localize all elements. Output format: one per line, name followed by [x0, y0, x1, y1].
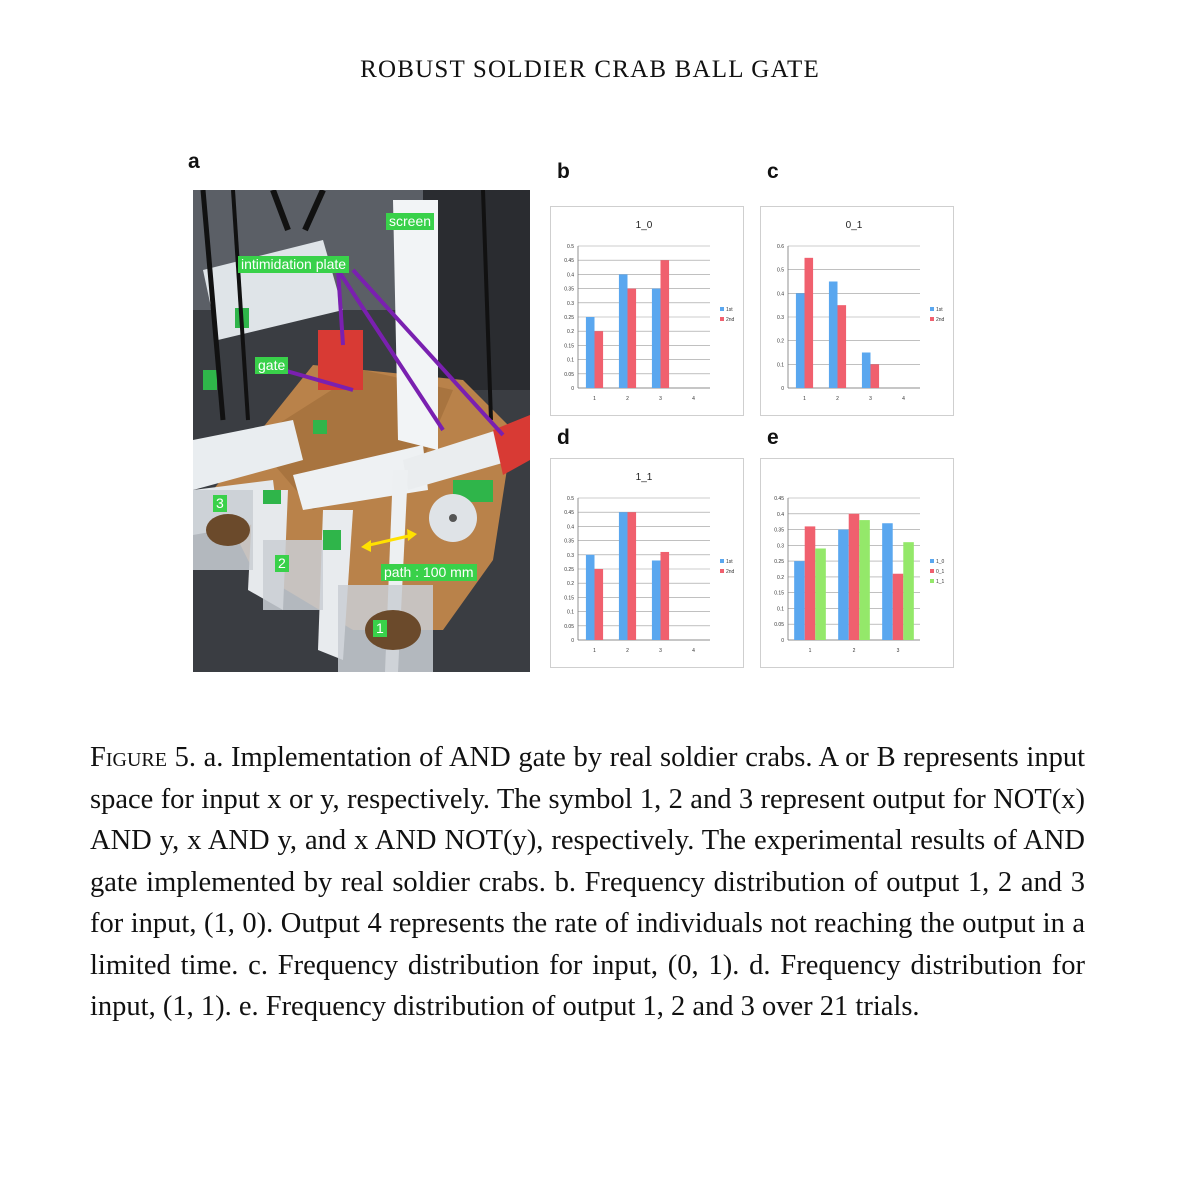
legend-label: 1_1 [936, 579, 945, 585]
y-tick-label: 0.05 [564, 371, 574, 378]
bar-1st-1 [586, 555, 595, 640]
y-tick-label: 0.4 [777, 291, 784, 298]
y-tick-label: 0.5 [777, 267, 784, 274]
y-tick-label: 0.45 [564, 510, 574, 517]
y-tick-label: 0.3 [567, 300, 574, 307]
figure-caption [90, 737, 1085, 1028]
x-tick-label: 3 [896, 648, 900, 654]
panel-label-b: b [557, 160, 570, 183]
x-tick-label: 4 [902, 396, 905, 402]
legend-swatch [720, 569, 724, 573]
y-tick-label: 0.5 [567, 496, 574, 502]
y-tick-label: 0.15 [774, 590, 784, 597]
chart-title: 1_1 [635, 472, 653, 483]
legend-label: 2nd [726, 569, 735, 575]
bar-1st-3 [652, 560, 661, 640]
bar-2nd-1 [595, 331, 604, 388]
figure-label: Figure 5. [90, 742, 196, 773]
y-tick-label: 0.45 [564, 258, 574, 265]
bar-2nd-3 [661, 552, 670, 640]
x-tick-label: 4 [692, 648, 695, 654]
bar-1st-3 [862, 353, 871, 389]
legend-label: 0_1 [936, 569, 945, 575]
y-tick-label: 0.3 [777, 543, 784, 550]
legend-swatch [720, 307, 724, 311]
y-tick-label: 0.35 [564, 538, 574, 545]
legend-label: 2nd [726, 317, 735, 323]
x-tick-label: 2 [626, 648, 629, 654]
legend-swatch [930, 317, 934, 321]
chart-d [550, 458, 744, 668]
y-tick-label: 0.05 [564, 623, 574, 630]
y-tick-label: 0.4 [777, 511, 784, 518]
legend-label: 1_0 [936, 559, 945, 565]
experiment-photo [193, 190, 530, 672]
chart-frame [551, 207, 744, 416]
bar-1_0-3 [882, 523, 893, 640]
y-tick-label: 0 [571, 638, 574, 644]
y-tick-label: 0.15 [564, 595, 574, 602]
running-head: ROBUST SOLDIER CRAB BALL GATE [360, 56, 820, 83]
bar-0_1-2 [849, 514, 860, 640]
legend-swatch [930, 579, 934, 583]
label-path-length: path : 100 mm [381, 564, 477, 581]
chart-b [550, 206, 744, 416]
label-screen: screen [386, 213, 434, 230]
bar-2nd-2 [628, 512, 637, 640]
x-tick-label: 1 [593, 648, 596, 654]
y-tick-label: 0.1 [777, 362, 784, 369]
y-tick-label: 0.35 [774, 527, 784, 534]
panel-label-e: e [767, 426, 779, 449]
y-tick-label: 0 [781, 386, 784, 392]
legend-swatch [930, 307, 934, 311]
y-tick-label: 0.35 [564, 286, 574, 293]
y-tick-label: 0.2 [777, 338, 784, 345]
y-tick-label: 0.4 [567, 272, 574, 279]
label-gate: gate [255, 357, 288, 374]
legend-label: 1st [936, 307, 943, 313]
bar-1st-3 [652, 289, 661, 388]
x-tick-label: 1 [803, 396, 806, 402]
chart-title: 1_0 [635, 220, 653, 231]
y-tick-label: 0.2 [567, 581, 574, 588]
label-output-3: 3 [213, 495, 227, 512]
legend-label: 1st [726, 307, 733, 313]
bar-1_1-1 [815, 548, 826, 640]
x-tick-label: 1 [593, 396, 596, 402]
y-tick-label: 0.1 [777, 606, 784, 613]
y-tick-label: 0.2 [567, 329, 574, 336]
legend-swatch [930, 559, 934, 563]
y-tick-label: 0.45 [774, 496, 784, 502]
bar-1st-2 [829, 282, 838, 389]
label-output-2: 2 [275, 555, 289, 572]
label-intimidation-plate: intimidation plate [238, 256, 349, 273]
bar-2nd-2 [628, 289, 637, 388]
legend-swatch [720, 317, 724, 321]
y-tick-label: 0.1 [567, 609, 574, 616]
chart-c [760, 206, 954, 416]
y-tick-label: 0.3 [777, 315, 784, 321]
panel-label-a: a [188, 150, 200, 173]
chart-frame [551, 459, 744, 668]
bar-1_1-2 [859, 520, 870, 640]
x-tick-label: 3 [869, 396, 872, 402]
legend-label: 2nd [936, 317, 945, 323]
bar-1st-1 [586, 317, 595, 388]
y-tick-label: 0 [781, 638, 784, 644]
bar-1_1-3 [903, 542, 914, 640]
chart-e [760, 458, 954, 668]
x-tick-label: 2 [852, 648, 856, 654]
bar-2nd-2 [838, 305, 847, 388]
panel-label-c: c [767, 160, 779, 183]
bar-2nd-3 [661, 260, 670, 388]
y-tick-label: 0.2 [777, 574, 784, 581]
x-tick-label: 3 [659, 396, 662, 402]
x-tick-label: 2 [626, 396, 629, 402]
y-tick-label: 0.5 [567, 244, 574, 250]
y-tick-label: 0 [571, 386, 574, 392]
x-tick-label: 2 [836, 396, 839, 402]
label-output-1: 1 [373, 620, 387, 637]
caption-text: a. Implementation of AND gate by real soldier crabs. A or B represents input space for input x or y, respectively. The symbol 1, 2 and 3 represent output for NOT(x) AND y, x AND y, and x AND NOT(y), respectively. The experimental results of AND gate implemented by real soldier crabs. b. Frequency distribution of output 1, 2 and 3 for input, (1, 0). Output 4 represents the rate of individuals not reaching the output in a limited time. c. Frequency distribution for input, (0, 1). d. Frequency distribution for input, (1, 1). e. Frequency distribution of output 1, 2 and 3 over 21 trials. [90, 742, 1085, 1022]
panel-label-d: d [557, 426, 570, 449]
bar-2nd-1 [805, 258, 814, 388]
legend-swatch [930, 569, 934, 573]
y-tick-label: 0.6 [777, 244, 784, 250]
bar-1_0-1 [794, 561, 805, 640]
bar-1_0-2 [838, 530, 849, 640]
y-tick-label: 0.1 [567, 357, 574, 364]
bar-0_1-1 [805, 526, 816, 640]
x-tick-label: 4 [692, 396, 695, 402]
x-tick-label: 1 [808, 648, 812, 654]
y-tick-label: 0.25 [774, 559, 784, 566]
chart-frame [761, 207, 954, 416]
x-tick-label: 3 [659, 648, 662, 654]
legend-label: 1st [726, 559, 733, 565]
bar-0_1-3 [893, 574, 904, 640]
y-tick-label: 0.3 [567, 552, 574, 559]
bar-2nd-3 [871, 364, 880, 388]
bar-2nd-1 [595, 569, 604, 640]
bar-1st-2 [619, 274, 628, 388]
y-tick-label: 0.15 [564, 343, 574, 350]
chart-title: 0_1 [845, 220, 863, 231]
bar-1st-1 [796, 293, 805, 388]
bar-1st-2 [619, 512, 628, 640]
y-tick-label: 0.25 [564, 315, 574, 321]
legend-swatch [720, 559, 724, 563]
y-tick-label: 0.25 [564, 567, 574, 573]
y-tick-label: 0.05 [774, 622, 784, 629]
y-tick-label: 0.4 [567, 524, 574, 531]
